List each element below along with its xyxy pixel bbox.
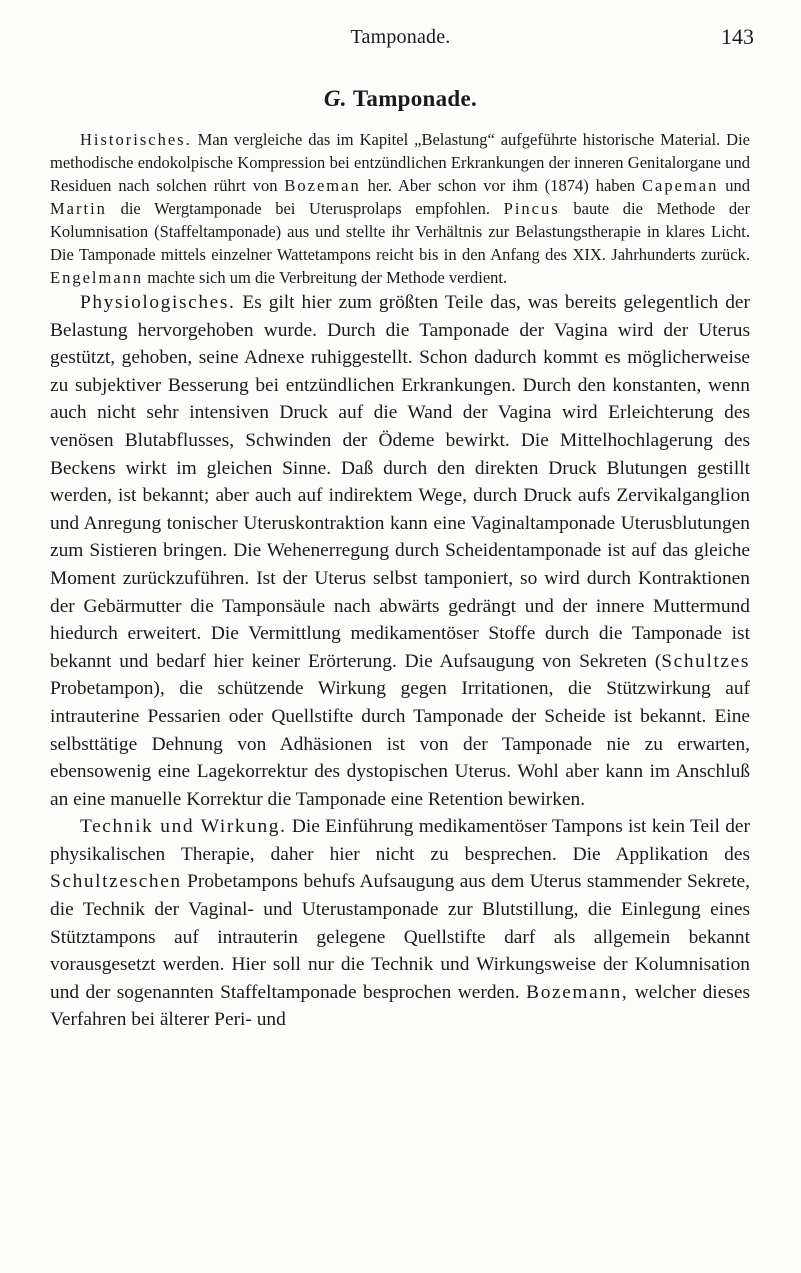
paragraph-lead: Historisches. — [80, 130, 192, 149]
paragraph-text: welcher dieses Verfahren bei älterer Peri- und — [50, 981, 750, 1031]
paragraph-text: Probetampon), die schützende Wirkung gegen Irritationen, die Stützwirkung auf intrauterine Pessarien oder Quellstifte durch Tamponade der Scheide ist bekannt. Eine selbsttätige Dehnung von Adhäsionen ist von der Tamponade nie zu erwarten, ebensowenig eine Lagekorrektur des dystopischen Uterus. Wohl aber kann im Anschluß an eine manuelle Korrektur die Tamponade eine Retention bewirken. — [50, 678, 750, 810]
page-number: 143 — [721, 24, 754, 49]
paragraph-text: machte sich um die Verbreitung der Methode verdient. — [143, 268, 508, 287]
paragraph-text: Probetampons behufs Aufsaugung aus dem Uterus stammender Sekrete, die Technik der Vaginal- und Uterustamponade zur Blutstillung, die Einlegung eines Stütztampons auf intrauterin gelegene Quellstifte darf als allgemein bekannt vorausgesetzt werden. Hier soll nur die Technik und Wirkungsweise der Kolumnisation und der sogenannten Staffeltamponade besprochen werden. — [50, 871, 750, 1003]
section-title: Tamponade. — [352, 86, 478, 111]
author-name: Bozeman — [284, 176, 361, 195]
author-name: Schultzes — [661, 650, 750, 672]
paragraph-lead: Technik und Wirkung. — [80, 816, 287, 838]
paragraph-text: und — [718, 176, 751, 195]
section-heading — [0, 86, 801, 112]
author-name: Bozemann, — [526, 981, 629, 1003]
author-name: Schultzeschen — [50, 871, 182, 893]
author-name: Capeman — [642, 176, 719, 195]
paragraph-text: Es gilt hier zum größten Teile das, was bereits gelegentlich der Belastung hervorgehoben wurde. Durch die Tamponade der Vagina wird der Uterus gestützt, gehoben, seine Adnexe ruhiggestellt. Schon dadurch kommt es möglicherweise zu subjektiver Besserung bei entzündlichen Erkrankungen. Durch den konstanten, wenn auch nicht sehr intensiven Druck auf die Wand der Vagina wird Erleichterung des venösen Blutabflusses, Schwinden der Ödeme bewirkt. Die Mittelhochlagerung des Beckens wirkt im gleichen Sinne. Daß durch den direkten Druck Blutungen gestillt werden, ist bekannt; aber auch auf indirektem Wege, durch Druck aufs Zervikalganglion und Anregung tonischer Uteruskontraktion kann eine Vaginaltamponade Uterusblutungen zum Sistieren bringen. Die Wehenerregung durch Scheidentamponade ist auf das gleiche Moment zurückzuführen. Ist der Uterus selbst tamponiert, so wird durch Kontraktionen der Gebärmutter die Tamponsäule nach abwärts gedrängt und der innere Muttermund hiedurch erweitert. Die Vermittlung medikamentöser Stoffe durch die Tamponade ist bekannt und bedarf hier keiner Erörterung. Die Aufsaugung von Sekreten ( — [50, 292, 750, 672]
author-name: Pincus — [503, 199, 560, 218]
paragraph-text: Die Einführung medikamentöser Tampons ist kein Teil der physikalischen Therapie, daher hier nicht zu besprechen. Die Applikation des — [50, 816, 750, 865]
paragraph-text: her. Aber schon vor ihm (1874) haben — [360, 176, 643, 195]
paragraph-technik — [50, 813, 750, 1034]
paragraph-text: Man vergleiche das im Kapitel „Belastung“ aufgeführte historische Material. Die methodische endokolpische Kompression bei entzündlichen Erkrankungen der inneren Genitalorgane und Residuen nach solchen rührt von — [50, 130, 750, 195]
running-head — [0, 20, 801, 50]
body-text — [50, 128, 750, 1034]
paragraph-text: baute die Methode der Kolumnisation (Staffeltamponade) aus und stellte ihr Verhältnis zur Belastungstherapie in klares Licht. Die Tamponade mittels einzelner Wattetampons reicht bis in den Anfang des XIX. Jahrhunderts zurück. — [50, 199, 751, 264]
author-name: Engelmann — [50, 268, 144, 287]
paragraph-physiologisches — [50, 289, 750, 813]
paragraph-lead: Physiologisches. — [80, 292, 236, 313]
paragraph-text: die Wergtamponade bei Uterusprolaps empfohlen. — [106, 199, 504, 218]
section-letter: G. — [323, 86, 347, 111]
paragraph-historisches — [50, 128, 750, 289]
running-title: Tamponade. — [350, 26, 451, 48]
author-name: Martin — [50, 199, 107, 218]
